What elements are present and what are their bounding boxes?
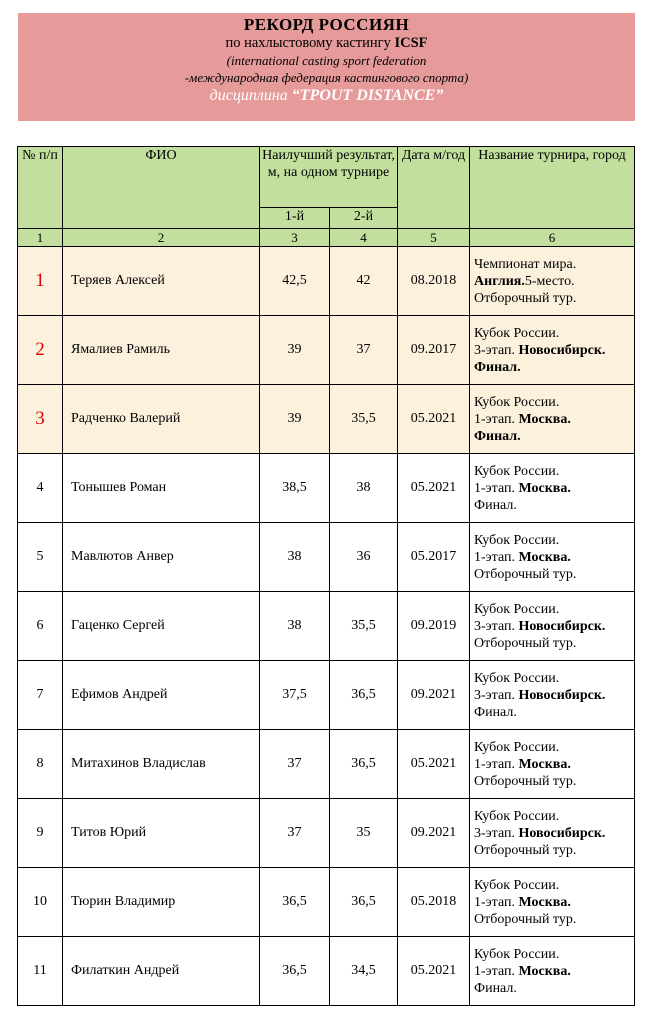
record-date: 05.2018	[398, 868, 470, 937]
tournament-line3	[474, 359, 634, 376]
result-first: 39	[260, 316, 330, 385]
result-second: 38	[330, 454, 398, 523]
tournament-stage: 1-этап.	[474, 480, 519, 496]
tournament-stage: 1-этап.	[474, 756, 519, 772]
tournament-line3	[474, 290, 634, 307]
result-first: 37	[260, 730, 330, 799]
result-second: 36,5	[330, 868, 398, 937]
tournament-stage: 1-этап.	[474, 549, 519, 565]
result-first: 36,5	[260, 937, 330, 1006]
tournament-cell	[470, 316, 635, 385]
record-date: 09.2021	[398, 799, 470, 868]
table-row	[18, 868, 635, 937]
tournament-title: Кубок России.	[474, 877, 560, 893]
result-first: 38	[260, 592, 330, 661]
tournament-line2	[474, 618, 634, 635]
row-number: 2	[18, 316, 63, 385]
tournament-title: Кубок России.	[474, 532, 560, 548]
col-number: 2	[63, 229, 260, 247]
tournament-cell	[470, 523, 635, 592]
tournament-line2	[474, 480, 634, 497]
col-header-num: № п/п	[18, 147, 63, 229]
subtitle-text: по нахлыстовому кастингу	[225, 35, 395, 51]
table-row	[18, 247, 635, 316]
tournament-line3	[474, 773, 634, 790]
tournament-cell	[470, 454, 635, 523]
records-body	[18, 247, 635, 1006]
result-second: 42	[330, 247, 398, 316]
tournament-line2	[474, 756, 634, 773]
tournament-city: Новосибирск.	[518, 687, 606, 703]
discipline-line	[18, 86, 635, 106]
tournament-round: Финал.	[474, 704, 517, 720]
tournament-city: Москва.	[518, 894, 571, 910]
tournament-line3	[474, 704, 634, 721]
row-number: 1	[18, 247, 63, 316]
tournament-stage: 3-этап.	[474, 618, 519, 634]
athlete-name: Филаткин Андрей	[63, 937, 260, 1006]
result-first: 42,5	[260, 247, 330, 316]
row-number: 3	[18, 385, 63, 454]
tournament-cell	[470, 385, 635, 454]
athlete-name: Тонышев Роман	[63, 454, 260, 523]
tournament-line2	[474, 687, 634, 704]
result-first: 39	[260, 385, 330, 454]
tournament-city: Москва.	[518, 549, 571, 565]
record-date: 08.2018	[398, 247, 470, 316]
table-row	[18, 937, 635, 1006]
tournament-line2	[474, 963, 634, 980]
col-number: 1	[18, 229, 63, 247]
tournament-title: Кубок России.	[474, 394, 560, 410]
tournament-round: Финал.	[474, 359, 521, 375]
tournament-stage: 1-этап.	[474, 894, 519, 910]
col-header-name: ФИО	[63, 147, 260, 229]
col-header-second: 2-й	[330, 208, 398, 229]
tournament-line3	[474, 566, 634, 583]
tournament-line2	[474, 549, 634, 566]
athlete-name: Радченко Валерий	[63, 385, 260, 454]
record-date: 05.2021	[398, 385, 470, 454]
tournament-title: Кубок России.	[474, 808, 560, 824]
tournament-stage: 1-этап.	[474, 411, 519, 427]
result-second: 37	[330, 316, 398, 385]
record-date: 05.2021	[398, 730, 470, 799]
tournament-city: Москва.	[518, 480, 571, 496]
record-date: 05.2021	[398, 454, 470, 523]
tournament-cell	[470, 937, 635, 1006]
document-title: РЕКОРД РОССИЯН	[243, 15, 410, 34]
athlete-name: Гаценко Сергей	[63, 592, 260, 661]
tournament-cell	[470, 661, 635, 730]
tournament-line2	[474, 894, 634, 911]
result-first: 36,5	[260, 868, 330, 937]
tournament-city: Новосибирск.	[518, 618, 606, 634]
table-row	[18, 592, 635, 661]
record-date: 09.2021	[398, 661, 470, 730]
tournament-title: Кубок России.	[474, 601, 560, 617]
tournament-round: Отборочный тур.	[474, 635, 577, 651]
col-header-best: Наилучший результат, м, на одном турнире	[260, 147, 398, 208]
tournament-cell	[470, 247, 635, 316]
tournament-line3	[474, 842, 634, 859]
tournament-line2	[474, 342, 634, 359]
tournament-round: Финал.	[474, 980, 517, 996]
document-header	[18, 13, 635, 121]
row-number: 11	[18, 937, 63, 1006]
tournament-line3	[474, 635, 634, 652]
col-header-date: Дата м/год	[398, 147, 470, 229]
tournament-round: Отборочный тур.	[474, 842, 577, 858]
record-date: 09.2017	[398, 316, 470, 385]
col-header-first: 1-й	[260, 208, 330, 229]
row-number: 8	[18, 730, 63, 799]
col-number: 3	[260, 229, 330, 247]
row-number: 7	[18, 661, 63, 730]
tournament-city: Москва.	[518, 411, 571, 427]
tournament-line3	[474, 980, 634, 997]
record-date: 05.2021	[398, 937, 470, 1006]
row-number: 4	[18, 454, 63, 523]
tournament-city: Москва.	[518, 756, 571, 772]
table-row	[18, 454, 635, 523]
athlete-name: Тюрин Владимир	[63, 868, 260, 937]
tournament-stage: 3-этап.	[474, 825, 519, 841]
result-second: 35	[330, 799, 398, 868]
row-number: 10	[18, 868, 63, 937]
col-number: 4	[330, 229, 398, 247]
result-second: 35,5	[330, 385, 398, 454]
records-table	[17, 146, 635, 1006]
row-number: 9	[18, 799, 63, 868]
tournament-title: Кубок России.	[474, 670, 560, 686]
federation-russian: -международная федерация кастингового спорта)	[184, 70, 469, 85]
tournament-stage: 5-место.	[524, 273, 575, 289]
athlete-name: Митахинов Владислав	[63, 730, 260, 799]
discipline-name: “TPOUT DISTANCE”	[291, 87, 444, 104]
federation-english: (international casting sport federation	[226, 53, 427, 68]
tournament-line3	[474, 497, 634, 514]
result-first: 38	[260, 523, 330, 592]
tournament-line2	[474, 273, 634, 290]
athlete-name: Теряев Алексей	[63, 247, 260, 316]
tournament-line2	[474, 411, 634, 428]
record-date: 05.2017	[398, 523, 470, 592]
tournament-line3	[474, 911, 634, 928]
tournament-round: Финал.	[474, 497, 517, 513]
tournament-cell	[470, 592, 635, 661]
table-row	[18, 523, 635, 592]
tournament-city: Новосибирск.	[518, 825, 606, 841]
tournament-title: Кубок России.	[474, 739, 560, 755]
subtitle-org: ICSF	[394, 35, 428, 51]
tournament-stage: 3-этап.	[474, 687, 519, 703]
athlete-name: Ефимов Андрей	[63, 661, 260, 730]
table-row	[18, 316, 635, 385]
row-number: 5	[18, 523, 63, 592]
tournament-city: Москва.	[518, 963, 571, 979]
row-number: 6	[18, 592, 63, 661]
result-first: 37,5	[260, 661, 330, 730]
tournament-line3	[474, 428, 634, 445]
col-number: 6	[470, 229, 635, 247]
tournament-round: Отборочный тур.	[474, 290, 577, 306]
document-subtitle	[18, 34, 635, 52]
tournament-cell	[470, 730, 635, 799]
athlete-name: Титов Юрий	[63, 799, 260, 868]
table-row	[18, 385, 635, 454]
result-second: 36,5	[330, 661, 398, 730]
tournament-round: Отборочный тур.	[474, 773, 577, 789]
result-first: 37	[260, 799, 330, 868]
table-row	[18, 730, 635, 799]
col-header-tournament: Название турнира, город	[470, 147, 635, 229]
table-row	[18, 799, 635, 868]
discipline-prefix: дисциплина	[209, 87, 292, 104]
tournament-title: Кубок России.	[474, 325, 560, 341]
athlete-name: Мавлютов Анвер	[63, 523, 260, 592]
record-date: 09.2019	[398, 592, 470, 661]
tournament-country: Англия.	[474, 273, 525, 289]
tournament-round: Отборочный тур.	[474, 911, 577, 927]
tournament-title: Чемпионат мира.	[474, 256, 577, 272]
tournament-cell	[470, 799, 635, 868]
tournament-round: Отборочный тур.	[474, 566, 577, 582]
tournament-city: Новосибирск.	[518, 342, 606, 358]
result-second: 35,5	[330, 592, 398, 661]
col-number: 5	[398, 229, 470, 247]
tournament-cell	[470, 868, 635, 937]
table-row	[18, 661, 635, 730]
tournament-stage: 1-этап.	[474, 963, 519, 979]
tournament-line2	[474, 825, 634, 842]
result-second: 34,5	[330, 937, 398, 1006]
result-first: 38,5	[260, 454, 330, 523]
tournament-round: Финал.	[474, 428, 521, 444]
athlete-name: Ямалиев Рамиль	[63, 316, 260, 385]
tournament-title: Кубок России.	[474, 946, 560, 962]
tournament-title: Кубок России.	[474, 463, 560, 479]
tournament-stage: 3-этап.	[474, 342, 519, 358]
result-second: 36,5	[330, 730, 398, 799]
result-second: 36	[330, 523, 398, 592]
